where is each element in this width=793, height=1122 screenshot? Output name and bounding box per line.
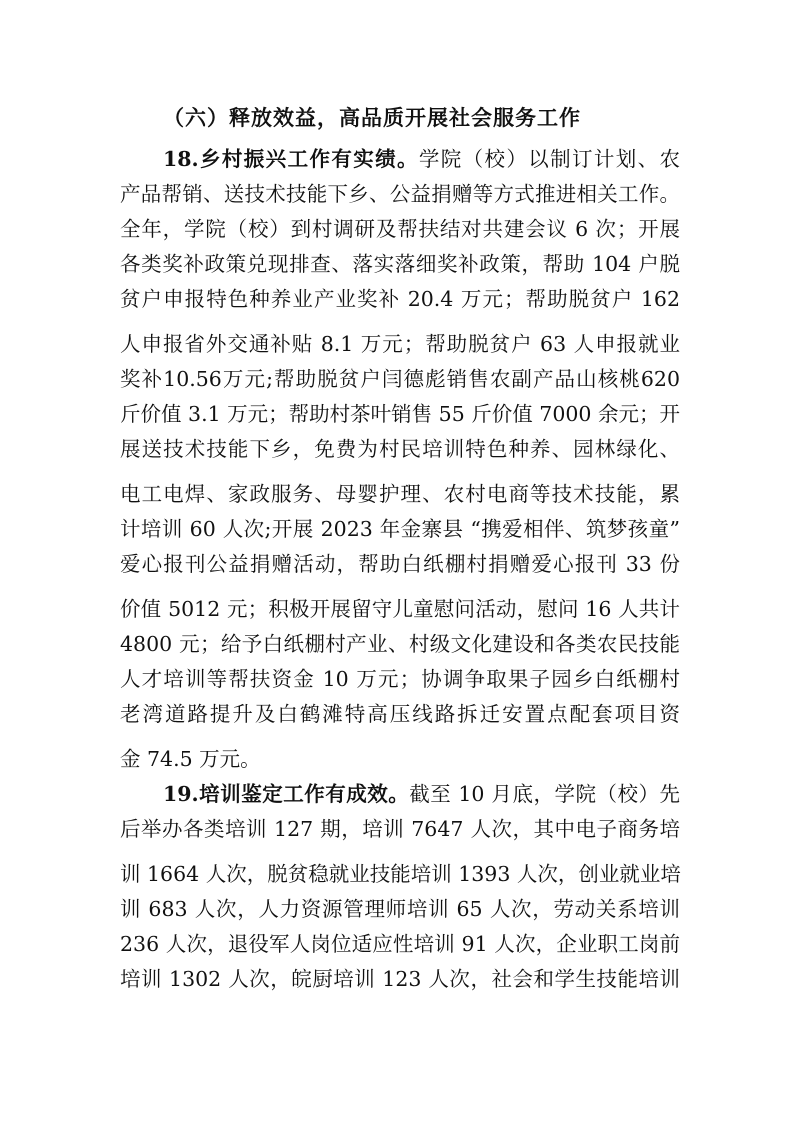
para18-line-8: 斤价值 3.1 万元；帮助村茶叶销售 55 斤价值 7000 余元；开 [120, 402, 680, 426]
para19-line-2: 后举办各类培训 127 期，培训 7647 人次，其中电子商务培 [120, 817, 680, 841]
para18-number: 18. [163, 147, 199, 171]
para18-line-12: 爱心报刊公益捐赠活动，帮助白纸棚村捐赠爱心报刊 33 份 [120, 552, 680, 576]
para19-title: 培训鉴定工作有成效。 [198, 782, 410, 806]
para19-text: 截至 10 月底，学院（校）先 [409, 782, 681, 806]
para18-line-3: 全年，学院（校）到村调研及帮扶结对共建会议 6 次；开展 [120, 217, 680, 241]
para18-line-15: 人才培训等帮扶资金 10 万元；协调争取果子园乡白纸棚村 [120, 667, 680, 691]
para19-line-1 [163, 779, 680, 809]
para18-line-4: 各类奖补政策兑现排查、落实落细奖补政策，帮助 104 户脱 [120, 252, 680, 276]
para18-line-16: 老湾道路提升及白鹤滩特高压线路拆迁安置点配套项目资 [120, 702, 680, 726]
para18-text: 学院（校）以制订计划、农 [418, 147, 681, 171]
para18-line-1 [163, 144, 680, 174]
para19-line-6: 培训 1302 人次，皖厨培训 123 人次，社会和学生技能培训 [120, 967, 680, 991]
para18-line-7: 奖补10.56万元;帮助脱贫户闫德彪销售农副产品山核桃620 [120, 367, 680, 391]
para18-line-10: 电工电焊、家政服务、母婴护理、农村电商等技术技能，累 [120, 482, 680, 506]
para19-line-3: 训 1664 人次，脱贫稳就业技能培训 1393 人次，创业就业培 [120, 862, 681, 886]
para19-number: 19. [163, 782, 199, 806]
para19-line-4: 训 683 人次，人力资源管理师培训 65 人次，劳动关系培训 [120, 897, 680, 921]
para18-line-6: 人申报省外交通补贴 8.1 万元；帮助脱贫户 63 人申报就业 [120, 332, 680, 356]
para18-line-14: 4800 元；给予白纸棚村产业、村级文化建设和各类农民技能 [120, 632, 680, 656]
para18-line-13: 价值 5012 元；积极开展留守儿童慰问活动，慰问 16 人共计 [120, 597, 680, 621]
para19-line-5: 236 人次，退役军人岗位适应性培训 91 人次，企业职工岗前 [120, 932, 680, 956]
para18-line-17: 金 74.5 万元。 [120, 747, 261, 771]
para18-line-9: 展送技术技能下乡，免费为村民培训特色种养、园林绿化、 [120, 437, 680, 461]
para18-line-5: 贫户申报特色种养业产业奖补 20.4 万元；帮助脱贫户 162 [120, 287, 680, 311]
section-heading: （六）释放效益，高品质开展社会服务工作 [163, 105, 581, 130]
para18-line-2: 产品帮销、送技术技能下乡、公益捐赠等方式推进相关工作。 [120, 182, 680, 206]
para18-line-11: 计培训 60 人次;开展 2023 年金寨县 “携爱相伴、筑梦孩童” [120, 517, 680, 541]
para18-title: 乡村振兴工作有实绩。 [198, 147, 419, 171]
